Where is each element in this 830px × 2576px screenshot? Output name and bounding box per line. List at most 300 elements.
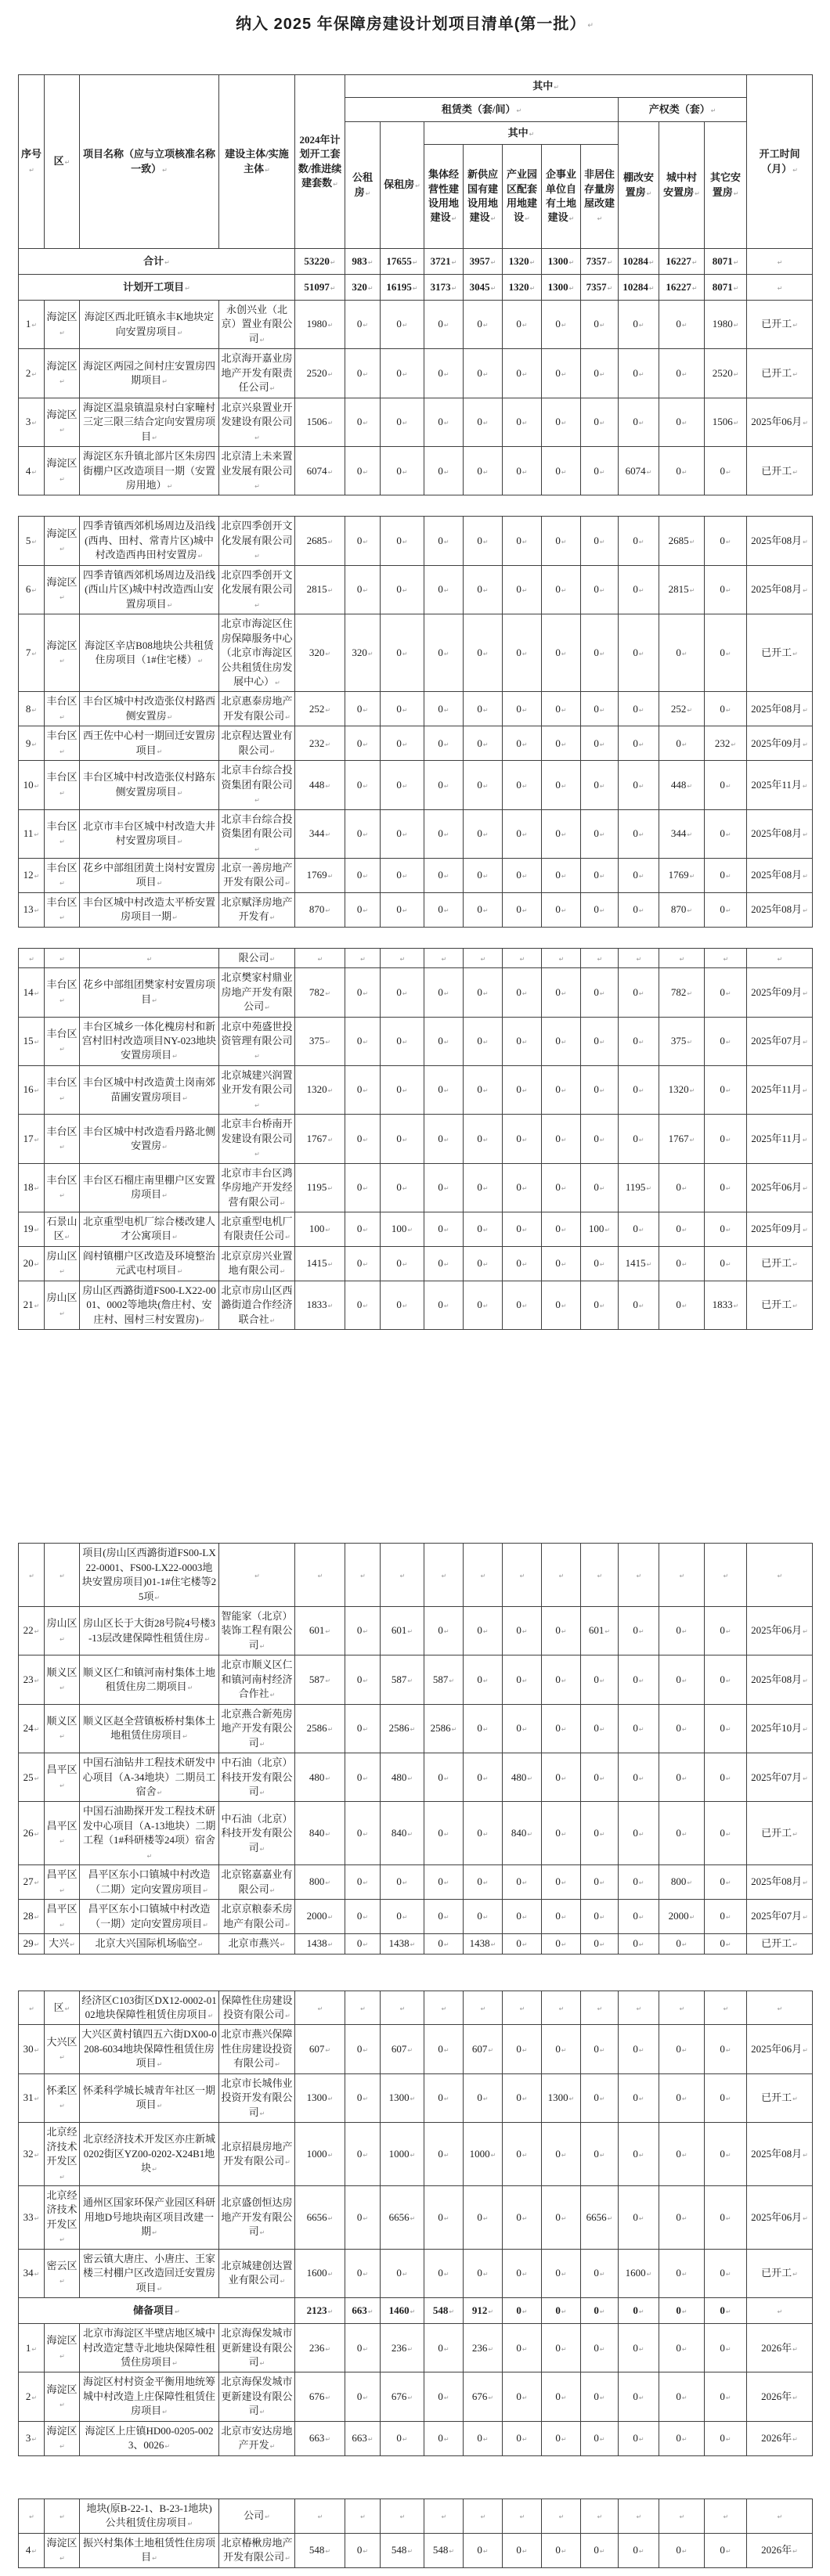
- cell-value: 16227 ↵: [659, 249, 705, 275]
- cell-project-name: 经济区C103街区DX12-0002-0102地块保障性租赁住房项目 ↵: [80, 1991, 219, 2025]
- cell-company: 北京清上未来置业发展有限公司 ↵: [219, 447, 295, 495]
- cell-value: 0 ↵: [345, 1115, 381, 1163]
- cell-start-time: 2025年11月 ↵: [747, 1065, 813, 1114]
- table-row: [19, 726, 813, 761]
- cell-value: 548 ↵: [295, 2533, 345, 2567]
- cell-project-name: 房山区西潞街道FS00-LX22-0001、0002等地块(詹庄村、安庄村、囤村三村安置房) ↵: [80, 1281, 219, 1329]
- cell-company: 北京京房兴业置地有限公司 ↵: [219, 1246, 295, 1281]
- table-row: [19, 2025, 813, 2073]
- cell-value: 0 ↵: [503, 1115, 542, 1163]
- cell-value: 8071 ↵: [705, 249, 747, 275]
- cell-value: 0 ↵: [345, 2533, 381, 2567]
- cell-value: 0 ↵: [705, 2298, 747, 2324]
- cell-value: 0 ↵: [619, 1212, 659, 1247]
- cell-value: 0 ↵: [464, 968, 503, 1017]
- cell-value: 0 ↵: [464, 398, 503, 446]
- cell-seq: 21 ↵: [19, 1281, 45, 1329]
- cell-district: 丰台区 ↵: [45, 726, 80, 761]
- section-row: [19, 249, 813, 275]
- cell-value: 0 ↵: [619, 1934, 659, 1954]
- cell-value: 0 ↵: [659, 2073, 705, 2122]
- cell-value: 16227 ↵: [659, 275, 705, 301]
- cell-company: 北京中苑盛世投资管理有限公司 ↵: [219, 1017, 295, 1065]
- cell-value: 0 ↵: [464, 1017, 503, 1065]
- cell-project-name: 四季青镇西郊机场周边及沿线(西山片区)城中村改造西山安置房项目 ↵: [80, 565, 219, 614]
- cell-value: 0 ↵: [619, 2298, 659, 2324]
- cell-value: 0 ↵: [542, 858, 581, 892]
- cell-value: 0 ↵: [619, 1655, 659, 1704]
- cell-value: 0 ↵: [345, 1802, 381, 1865]
- cell-seq: 6 ↵: [19, 565, 45, 614]
- cell-value: [705, 948, 747, 967]
- cell-project-name: 花乡中部组团樊家村安置房项目 ↵: [80, 968, 219, 1017]
- cell-value: [381, 1991, 424, 2025]
- cell-value: 0 ↵: [542, 1115, 581, 1163]
- cell-project-name: 丰台区城中村改造张仪村路西侧安置房 ↵: [80, 692, 219, 726]
- cell-value: [464, 948, 503, 967]
- cell-value: 0 ↵: [345, 447, 381, 495]
- cell-value: 0 ↵: [619, 2324, 659, 2372]
- cell-company: 北京四季创开文化发展有限公司 ↵: [219, 517, 295, 565]
- cell-value: 0 ↵: [381, 614, 424, 692]
- cell-start-time: 2025年08月 ↵: [747, 692, 813, 726]
- cell-value: 0 ↵: [581, 517, 619, 565]
- cell-project-name: 丰台区城中村改造黄土岗南郊苗圃安置房项目 ↵: [80, 1065, 219, 1114]
- cell-company: 北京市安达房地产开发 ↵: [219, 2421, 295, 2455]
- cell-value: 0 ↵: [503, 858, 542, 892]
- cell-value: [542, 1991, 581, 2025]
- table-row: [19, 809, 813, 858]
- cell-value: 344 ↵: [659, 809, 705, 858]
- cell-start-time: 2025年06月 ↵: [747, 398, 813, 446]
- cell-seq: 3 ↵: [19, 2421, 45, 2455]
- cell-value: 0 ↵: [581, 1163, 619, 1212]
- cell-value: 320 ↵: [345, 614, 381, 692]
- cell-value: 0 ↵: [542, 447, 581, 495]
- cell-value: 0 ↵: [503, 517, 542, 565]
- cell-district: 海淀区 ↵: [45, 517, 80, 565]
- cell-value: [503, 1544, 542, 1607]
- cell-value: 252 ↵: [295, 692, 345, 726]
- cell-district: 北京经济技术开发区 ↵: [45, 2123, 80, 2186]
- cell-value: 0 ↵: [381, 517, 424, 565]
- cell-seq: 32 ↵: [19, 2123, 45, 2186]
- cell-value: 0 ↵: [503, 2073, 542, 2122]
- cell-start-time: [747, 948, 813, 967]
- cell-value: 0 ↵: [345, 726, 381, 761]
- cell-value: 0 ↵: [381, 349, 424, 398]
- cell-company: 北京市顺义区仁和镇河南村经济合作社 ↵: [219, 1655, 295, 1704]
- cell-value: 0 ↵: [619, 565, 659, 614]
- cell-value: 0 ↵: [659, 2533, 705, 2567]
- cell-district: 海淀区 ↵: [45, 2324, 80, 2372]
- cell-value: 0 ↵: [464, 1802, 503, 1865]
- cell-value: 2586 ↵: [424, 1704, 464, 1753]
- cell-value: 0 ↵: [424, 1865, 464, 1900]
- cell-value: 0 ↵: [381, 809, 424, 858]
- cell-value: 0 ↵: [381, 2421, 424, 2455]
- cell-seq: 22 ↵: [19, 1607, 45, 1655]
- cell-value: 0 ↵: [581, 2324, 619, 2372]
- cell-value: 1506 ↵: [705, 398, 747, 446]
- cell-value: 0 ↵: [345, 1900, 381, 1934]
- cell-project-name: 西王佐中心村一期回迁安置房项目 ↵: [80, 726, 219, 761]
- cell-value: 1300 ↵: [542, 2073, 581, 2122]
- cell-seq: 2 ↵: [19, 2372, 45, 2421]
- table-row: [19, 1607, 813, 1655]
- cell-value: 0 ↵: [464, 858, 503, 892]
- cell-value: 0 ↵: [464, 809, 503, 858]
- cell-value: 6656 ↵: [295, 2185, 345, 2249]
- cell-start-time: 2025年08月 ↵: [747, 517, 813, 565]
- cell-value: 0 ↵: [345, 692, 381, 726]
- cell-value: 840 ↵: [381, 1802, 424, 1865]
- cell-start-time: 2026年 ↵: [747, 2421, 813, 2455]
- cell-district: 北京经济技术开发区 ↵: [45, 2185, 80, 2249]
- cell-seq: 14 ↵: [19, 968, 45, 1017]
- cell-district: 区 ↵: [45, 1991, 80, 2025]
- cell-value: 6074 ↵: [295, 447, 345, 495]
- cell-seq: 9 ↵: [19, 726, 45, 761]
- cell-seq: 30 ↵: [19, 2025, 45, 2073]
- cell-value: 0 ↵: [581, 1065, 619, 1114]
- cell-project-name: 北京大兴国际机场临空 ↵: [80, 1934, 219, 1954]
- cell-project-name: 通州区国家环保产业园区科研用地D号地块南区项目改建一期 ↵: [80, 2185, 219, 2249]
- cell-value: 0 ↵: [581, 1900, 619, 1934]
- cell-value: 0 ↵: [581, 1704, 619, 1753]
- cell-start-time: 2025年06月 ↵: [747, 2185, 813, 2249]
- cell-value: 663 ↵: [345, 2298, 381, 2324]
- cell-company: 北京城建兴润置业开发有限公司 ↵: [219, 1065, 295, 1114]
- cell-value: 0 ↵: [705, 1115, 747, 1163]
- cell-value: 0 ↵: [464, 1655, 503, 1704]
- plan-table-block-4: [18, 1543, 813, 1954]
- cell-value: [464, 2499, 503, 2533]
- cell-start-time: 2025年10月 ↵: [747, 1704, 813, 1753]
- cell-value: [424, 2499, 464, 2533]
- cell-district: 石景山区 ↵: [45, 1212, 80, 1247]
- cell-value: 601 ↵: [295, 1607, 345, 1655]
- cell-value: 0 ↵: [659, 1246, 705, 1281]
- cell-value: [345, 948, 381, 967]
- cell-value: 1195 ↵: [295, 1163, 345, 1212]
- col-header-district: 区 ↵: [45, 75, 80, 249]
- cell-company: 智能家（北京）装饰工程有限公司 ↵: [219, 1607, 295, 1655]
- cell-value: 0 ↵: [542, 1065, 581, 1114]
- cell-value: 0 ↵: [542, 1017, 581, 1065]
- cell-value: 0 ↵: [542, 2249, 581, 2297]
- cell-start-time: 已开工 ↵: [747, 614, 813, 692]
- cell-value: 0 ↵: [542, 968, 581, 1017]
- cell-value: 0 ↵: [424, 1607, 464, 1655]
- cell-start-time: 已开工 ↵: [747, 2249, 813, 2297]
- cell-value: 0 ↵: [424, 761, 464, 809]
- cell-value: 1769 ↵: [659, 858, 705, 892]
- cell-value: 0 ↵: [503, 1246, 542, 1281]
- cell-value: [345, 2499, 381, 2533]
- cell-value: 10284 ↵: [619, 249, 659, 275]
- cell-seq: 24 ↵: [19, 1704, 45, 1753]
- cell-value: 0 ↵: [464, 1212, 503, 1247]
- cell-start-time: 2025年06月 ↵: [747, 1607, 813, 1655]
- cell-district: 丰台区 ↵: [45, 1163, 80, 1212]
- cell-value: 587 ↵: [295, 1655, 345, 1704]
- cell-value: 0 ↵: [424, 1802, 464, 1865]
- cell-value: 0 ↵: [619, 858, 659, 892]
- cell-value: 0 ↵: [542, 1163, 581, 1212]
- cell-value: 0 ↵: [542, 2298, 581, 2324]
- cell-value: 0 ↵: [503, 892, 542, 927]
- cell-value: 601 ↵: [581, 1607, 619, 1655]
- cell-value: 0 ↵: [503, 1607, 542, 1655]
- cell-value: 0 ↵: [503, 1934, 542, 1954]
- cell-value: 1506 ↵: [295, 398, 345, 446]
- cell-value: 0 ↵: [503, 2533, 542, 2567]
- cell-value: 0 ↵: [345, 517, 381, 565]
- cell-project-name: 海淀区村村资金平衡用地统筹城中村改造上庄保障性租赁住房项目 ↵: [80, 2372, 219, 2421]
- cell-project-name: 地块(原B-22-1、B-23-1地块)公共租赁住房项目 ↵: [80, 2499, 219, 2533]
- cell-district: 丰台区 ↵: [45, 968, 80, 1017]
- cell-value: [542, 2499, 581, 2533]
- cell-value: 0 ↵: [464, 614, 503, 692]
- cell-value: 0 ↵: [345, 2324, 381, 2372]
- cell-value: 0 ↵: [464, 565, 503, 614]
- cell-company: 中石油（北京）科技开发有限公司 ↵: [219, 1802, 295, 1865]
- cell-start-time: 2025年08月 ↵: [747, 858, 813, 892]
- cell-company: [219, 1544, 295, 1607]
- cell-value: 0 ↵: [542, 761, 581, 809]
- cell-value: 0 ↵: [464, 1900, 503, 1934]
- cell-value: 0 ↵: [705, 2073, 747, 2122]
- cell-project-name: 北京市海淀区半壁店地区城中村改造定慧寺北地块保障性租赁住房项目 ↵: [80, 2324, 219, 2372]
- cell-start-time: 2025年09月 ↵: [747, 726, 813, 761]
- table-row: [19, 1065, 813, 1114]
- cell-value: 0 ↵: [705, 2372, 747, 2421]
- cell-value: 0 ↵: [503, 1900, 542, 1934]
- cell-value: 0 ↵: [705, 2421, 747, 2455]
- group-header-among-sub: 其中 ↵: [424, 122, 619, 145]
- cell-value: 0 ↵: [503, 1281, 542, 1329]
- cell-value: 0 ↵: [424, 726, 464, 761]
- table-blocks: [18, 74, 830, 2568]
- cell-value: 51097 ↵: [295, 275, 345, 301]
- cell-value: 0 ↵: [581, 892, 619, 927]
- cell-value: 0 ↵: [581, 398, 619, 446]
- cell-value: 0 ↵: [381, 2249, 424, 2297]
- cell-value: 0 ↵: [659, 1281, 705, 1329]
- continuation-row: [19, 2499, 813, 2533]
- cell-company: 北京海开嘉业房地产开发有限责任公司 ↵: [219, 349, 295, 398]
- cell-value: 0 ↵: [464, 1281, 503, 1329]
- cell-value: 0 ↵: [424, 1281, 464, 1329]
- cell-start-time: 已开工 ↵: [747, 301, 813, 349]
- cell-project-name: 大兴区黄村镇四五六街DX00-0208-6034地块保障性租赁住房项目 ↵: [80, 2025, 219, 2073]
- cell-value: 0 ↵: [424, 2421, 464, 2455]
- cell-value: 0 ↵: [581, 1865, 619, 1900]
- cell-value: 0 ↵: [659, 2249, 705, 2297]
- cell-value: 2815 ↵: [295, 565, 345, 614]
- cell-district: [45, 2499, 80, 2533]
- cell-value: 0 ↵: [705, 692, 747, 726]
- cell-value: 1833 ↵: [295, 1281, 345, 1329]
- cell-district: [45, 1544, 80, 1607]
- section-row: [19, 275, 813, 301]
- cell-start-time: 2025年11月 ↵: [747, 1115, 813, 1163]
- cell-company: 中石油（北京）科技开发有限公司 ↵: [219, 1753, 295, 1802]
- cell-value: 0 ↵: [345, 349, 381, 398]
- cell-company: 北京盛创恒达房地产开发有限公司 ↵: [219, 2185, 295, 2249]
- cell-value: 0 ↵: [659, 349, 705, 398]
- cell-project-name: 阎村镇棚户区改造及环境整治元武屯村项目 ↵: [80, 1246, 219, 1281]
- cell-value: 0 ↵: [424, 858, 464, 892]
- cell-value: 0 ↵: [542, 2185, 581, 2249]
- cell-seq: [19, 1991, 45, 2025]
- cell-value: 0 ↵: [503, 565, 542, 614]
- cell-value: 0 ↵: [381, 1065, 424, 1114]
- cell-value: 0 ↵: [464, 2249, 503, 2297]
- table-row: [19, 447, 813, 495]
- cell-value: 0 ↵: [345, 398, 381, 446]
- cell-value: 0 ↵: [424, 2185, 464, 2249]
- cell-company: 北京市长城伟业投资开发有限公司 ↵: [219, 2073, 295, 2122]
- cell-value: [705, 2499, 747, 2533]
- cell-value: 912 ↵: [464, 2298, 503, 2324]
- cell-value: 0 ↵: [581, 1934, 619, 1954]
- table-row: [19, 761, 813, 809]
- cell-value: 663 ↵: [295, 2421, 345, 2455]
- cell-company: 北京丰台桥南开发建设有限公司 ↵: [219, 1115, 295, 1163]
- cell-value: 0 ↵: [705, 2249, 747, 2297]
- cell-value: 0 ↵: [345, 2249, 381, 2297]
- cell-value: 0 ↵: [581, 1753, 619, 1802]
- cell-value: 0 ↵: [464, 1163, 503, 1212]
- cell-start-time: 2025年08月 ↵: [747, 892, 813, 927]
- cell-start-time: 2025年08月 ↵: [747, 565, 813, 614]
- cell-start-time: 2025年08月 ↵: [747, 2123, 813, 2186]
- plan-table-block-6: [18, 2499, 813, 2568]
- continuation-row: [19, 1544, 813, 1607]
- cell-value: 0 ↵: [542, 398, 581, 446]
- section-label: 计划开工项目 ↵: [19, 275, 295, 301]
- cell-value: 0 ↵: [581, 2298, 619, 2324]
- cell-value: 0 ↵: [581, 968, 619, 1017]
- cell-value: 2000 ↵: [659, 1900, 705, 1934]
- cell-value: 1600 ↵: [295, 2249, 345, 2297]
- cell-value: 0 ↵: [581, 2025, 619, 2073]
- table-row: [19, 2372, 813, 2421]
- table-row: [19, 2123, 813, 2186]
- cell-value: 0 ↵: [659, 1753, 705, 1802]
- cell-value: [619, 1991, 659, 2025]
- cell-value: [503, 948, 542, 967]
- cell-company: 永创兴业（北京）置业有限公司 ↵: [219, 301, 295, 349]
- cell-value: 0 ↵: [619, 2073, 659, 2122]
- cell-value: 0 ↵: [705, 1163, 747, 1212]
- cell-start-time: 2025年09月 ↵: [747, 1212, 813, 1247]
- plan-table-block-2: [18, 516, 813, 927]
- cell-value: 1000 ↵: [381, 2123, 424, 2186]
- cell-start-time: 2025年07月 ↵: [747, 1753, 813, 1802]
- cell-value: 0 ↵: [503, 1163, 542, 1212]
- cell-district: 怀柔区 ↵: [45, 2073, 80, 2122]
- cell-value: 0 ↵: [345, 1704, 381, 1753]
- cell-value: 870 ↵: [295, 892, 345, 927]
- cell-value: 0 ↵: [581, 1281, 619, 1329]
- cell-start-time: 2025年06月 ↵: [747, 2025, 813, 2073]
- cell-project-name: 花乡中部组团黄土岗村安置房项目 ↵: [80, 858, 219, 892]
- cell-value: 0 ↵: [581, 858, 619, 892]
- cell-value: 0 ↵: [381, 1017, 424, 1065]
- cell-value: 0 ↵: [619, 2025, 659, 2073]
- cell-value: 0 ↵: [619, 761, 659, 809]
- cell-value: [345, 1991, 381, 2025]
- cell-start-time: 已开工 ↵: [747, 447, 813, 495]
- cell-district: 海淀区 ↵: [45, 301, 80, 349]
- cell-value: 320 ↵: [295, 614, 345, 692]
- cell-value: 800 ↵: [295, 1865, 345, 1900]
- cell-value: 480 ↵: [381, 1753, 424, 1802]
- cell-value: 0 ↵: [345, 2073, 381, 2122]
- cell-value: 0 ↵: [705, 517, 747, 565]
- cell-value: 0 ↵: [381, 858, 424, 892]
- cell-value: 0 ↵: [503, 1655, 542, 1704]
- cell-value: 1767 ↵: [295, 1115, 345, 1163]
- cell-company: 北京惠泰房地产开发有限公司 ↵: [219, 692, 295, 726]
- cell-value: 0 ↵: [659, 1802, 705, 1865]
- cell-value: 607 ↵: [295, 2025, 345, 2073]
- cell-project-name: 海淀区辛店B08地块公共租赁住房项目（1#住宅楼） ↵: [80, 614, 219, 692]
- table-row: [19, 1900, 813, 1934]
- table-row: [19, 1246, 813, 1281]
- cell-value: 0 ↵: [542, 692, 581, 726]
- cell-company: 限公司 ↵: [219, 948, 295, 967]
- table-row: [19, 398, 813, 446]
- cell-value: [581, 948, 619, 967]
- cell-value: 0 ↵: [581, 2123, 619, 2186]
- table-row: [19, 1017, 813, 1065]
- cell-value: 601 ↵: [381, 1607, 424, 1655]
- cell-value: [619, 948, 659, 967]
- cell-value: 236 ↵: [381, 2324, 424, 2372]
- cell-value: 0 ↵: [345, 2123, 381, 2186]
- cell-value: 100 ↵: [581, 1212, 619, 1247]
- col-header-shantytown-resettle: 棚改安置房 ↵: [619, 122, 659, 249]
- cell-value: 1980 ↵: [705, 301, 747, 349]
- col-header-other-resettle: 其它安置房 ↵: [705, 122, 747, 249]
- cell-value: 0 ↵: [659, 1607, 705, 1655]
- cell-value: [503, 2499, 542, 2533]
- cell-value: [659, 1544, 705, 1607]
- cell-value: 1300 ↵: [295, 2073, 345, 2122]
- cell-value: 2520 ↵: [295, 349, 345, 398]
- cell-value: 548 ↵: [381, 2533, 424, 2567]
- cell-value: 0 ↵: [464, 692, 503, 726]
- cell-start-time: [747, 2298, 813, 2324]
- cell-value: 0 ↵: [542, 2123, 581, 2186]
- cell-value: 0 ↵: [581, 761, 619, 809]
- cell-value: 0 ↵: [424, 2324, 464, 2372]
- cell-company: 北京市房山区西潞街道合作经济联合社 ↵: [219, 1281, 295, 1329]
- cell-project-name: 项目(房山区西潞街道FS00-LX22-0001、FS00-LX22-0003地块安置房项目)01-1#住宅楼等25项 ↵: [80, 1544, 219, 1607]
- table-row: [19, 1704, 813, 1753]
- table-row: [19, 1163, 813, 1212]
- cell-project-name: 密云镇大唐庄、小唐庄、王家楼三村棚户区改造回迁安置房项目 ↵: [80, 2249, 219, 2297]
- cell-value: 100 ↵: [381, 1212, 424, 1247]
- cell-district: 房山区 ↵: [45, 1607, 80, 1655]
- cell-value: 0 ↵: [619, 809, 659, 858]
- cell-value: 0 ↵: [503, 1865, 542, 1900]
- cell-value: [381, 948, 424, 967]
